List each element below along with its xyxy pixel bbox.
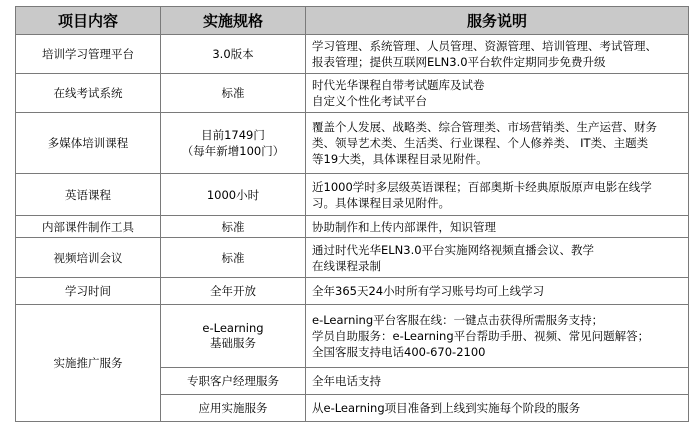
spec-cell	[161, 305, 306, 368]
desc-cell	[306, 368, 689, 395]
desc-line: 时代光华课程自带考试题库及试卷	[312, 78, 485, 92]
desc-cell	[306, 35, 689, 74]
header-desc: 服务说明	[306, 7, 689, 35]
desc-cell	[306, 113, 689, 174]
spec-cell	[161, 395, 306, 422]
desc-line: 学习管理、系统管理、人员管理、资源管理、培训管理、考试管理、	[312, 39, 657, 53]
desc-cell	[306, 278, 689, 305]
desc-line: 学员自助服务：e-Learning平台帮助手册、视频、常见问题解答；	[312, 329, 650, 343]
desc-line: 在线课程录制	[312, 258, 381, 273]
desc-line: e-Learning平台客服在线：一键点击获得所需服务支持；	[312, 313, 604, 327]
desc-line: 习。具体课程目录见附件。	[312, 195, 450, 210]
spec-line: 标准	[221, 86, 245, 100]
item-cell: 在线考试系统	[16, 74, 161, 113]
item-cell: 英语课程	[16, 174, 161, 216]
table-row	[16, 174, 689, 216]
spec-line: 标准	[221, 250, 245, 265]
spec-line: 1000小时	[206, 187, 260, 202]
desc-line: 等19大类，具体课程目录见附件。	[312, 152, 488, 166]
item-cell: 实施推广服务	[16, 305, 161, 422]
top-strip	[0, 0, 697, 3]
desc-line: 自定义个性化考试平台	[312, 94, 427, 108]
header-item: 项目内容	[16, 7, 161, 35]
desc-cell	[306, 216, 689, 238]
desc-cell	[306, 395, 689, 422]
spec-line: e-Learning	[202, 321, 264, 335]
desc-line: 覆盖个人发展、战略类、综合管理类、市场营销类、生产运营、财务	[312, 120, 657, 134]
desc-line: 全国客服支持电话400-670-2100	[312, 345, 486, 359]
desc-line: 近1000学时多层级英语课程；百部奥斯卡经典原版原声电影在线学	[312, 179, 652, 194]
desc-cell	[306, 174, 689, 216]
spec-line: 全年开放	[210, 284, 256, 298]
desc-cell	[306, 74, 689, 113]
spec-line: 基础服务	[210, 336, 256, 350]
desc-line: 类、领导艺术类、生活类、行业课程、个人修养类、 IT类、主题类	[312, 136, 649, 150]
table-row	[16, 74, 689, 113]
desc-line: 报表管理；提供互联网ELN3.0平台软件定期同步免费升级	[312, 55, 606, 69]
spec-cell	[161, 368, 306, 395]
spec-line: 标准	[221, 219, 245, 234]
table-row	[16, 113, 689, 174]
desc-line: 通过时代光华ELN3.0平台实施网络视频直播会议、教学	[312, 242, 595, 257]
table-body	[16, 35, 689, 422]
spec-line: 专职客户经理服务	[187, 374, 279, 388]
desc-cell	[306, 305, 689, 368]
desc-cell	[306, 238, 689, 278]
desc-line: 全年电话支持	[312, 374, 381, 388]
spec-cell	[161, 35, 306, 74]
spec-cell	[161, 113, 306, 174]
table-row	[16, 278, 689, 305]
spec-line: （每年新增100门）	[181, 144, 285, 158]
table-row	[16, 305, 689, 368]
item-cell: 内部课件制作工具	[16, 216, 161, 238]
desc-line: 协助制作和上传内部课件，知识管理	[312, 219, 496, 234]
spec-cell	[161, 174, 306, 216]
header-spec: 实施规格	[161, 7, 306, 35]
spec-cell	[161, 216, 306, 238]
desc-line: 从e-Learning项目准备到上线到实施每个阶段的服务	[312, 401, 581, 415]
spec-cell	[161, 278, 306, 305]
spec-line: 应用实施服务	[198, 401, 268, 415]
service-table	[15, 6, 689, 422]
spec-cell	[161, 74, 306, 113]
header-row	[16, 7, 689, 35]
table-row	[16, 216, 689, 238]
item-cell: 多媒体培训课程	[16, 113, 161, 174]
table-row	[16, 35, 689, 74]
desc-line: 全年365天24小时所有学习账号均可上线学习	[312, 284, 545, 298]
item-cell: 学习时间	[16, 278, 161, 305]
spec-line: 目前1749门	[201, 128, 265, 142]
spec-cell	[161, 238, 306, 278]
table-row	[16, 238, 689, 278]
item-cell: 培训学习管理平台	[16, 35, 161, 74]
item-cell: 视频培训会议	[16, 238, 161, 278]
spec-line: 3.0版本	[212, 47, 254, 61]
table-header	[16, 7, 689, 35]
